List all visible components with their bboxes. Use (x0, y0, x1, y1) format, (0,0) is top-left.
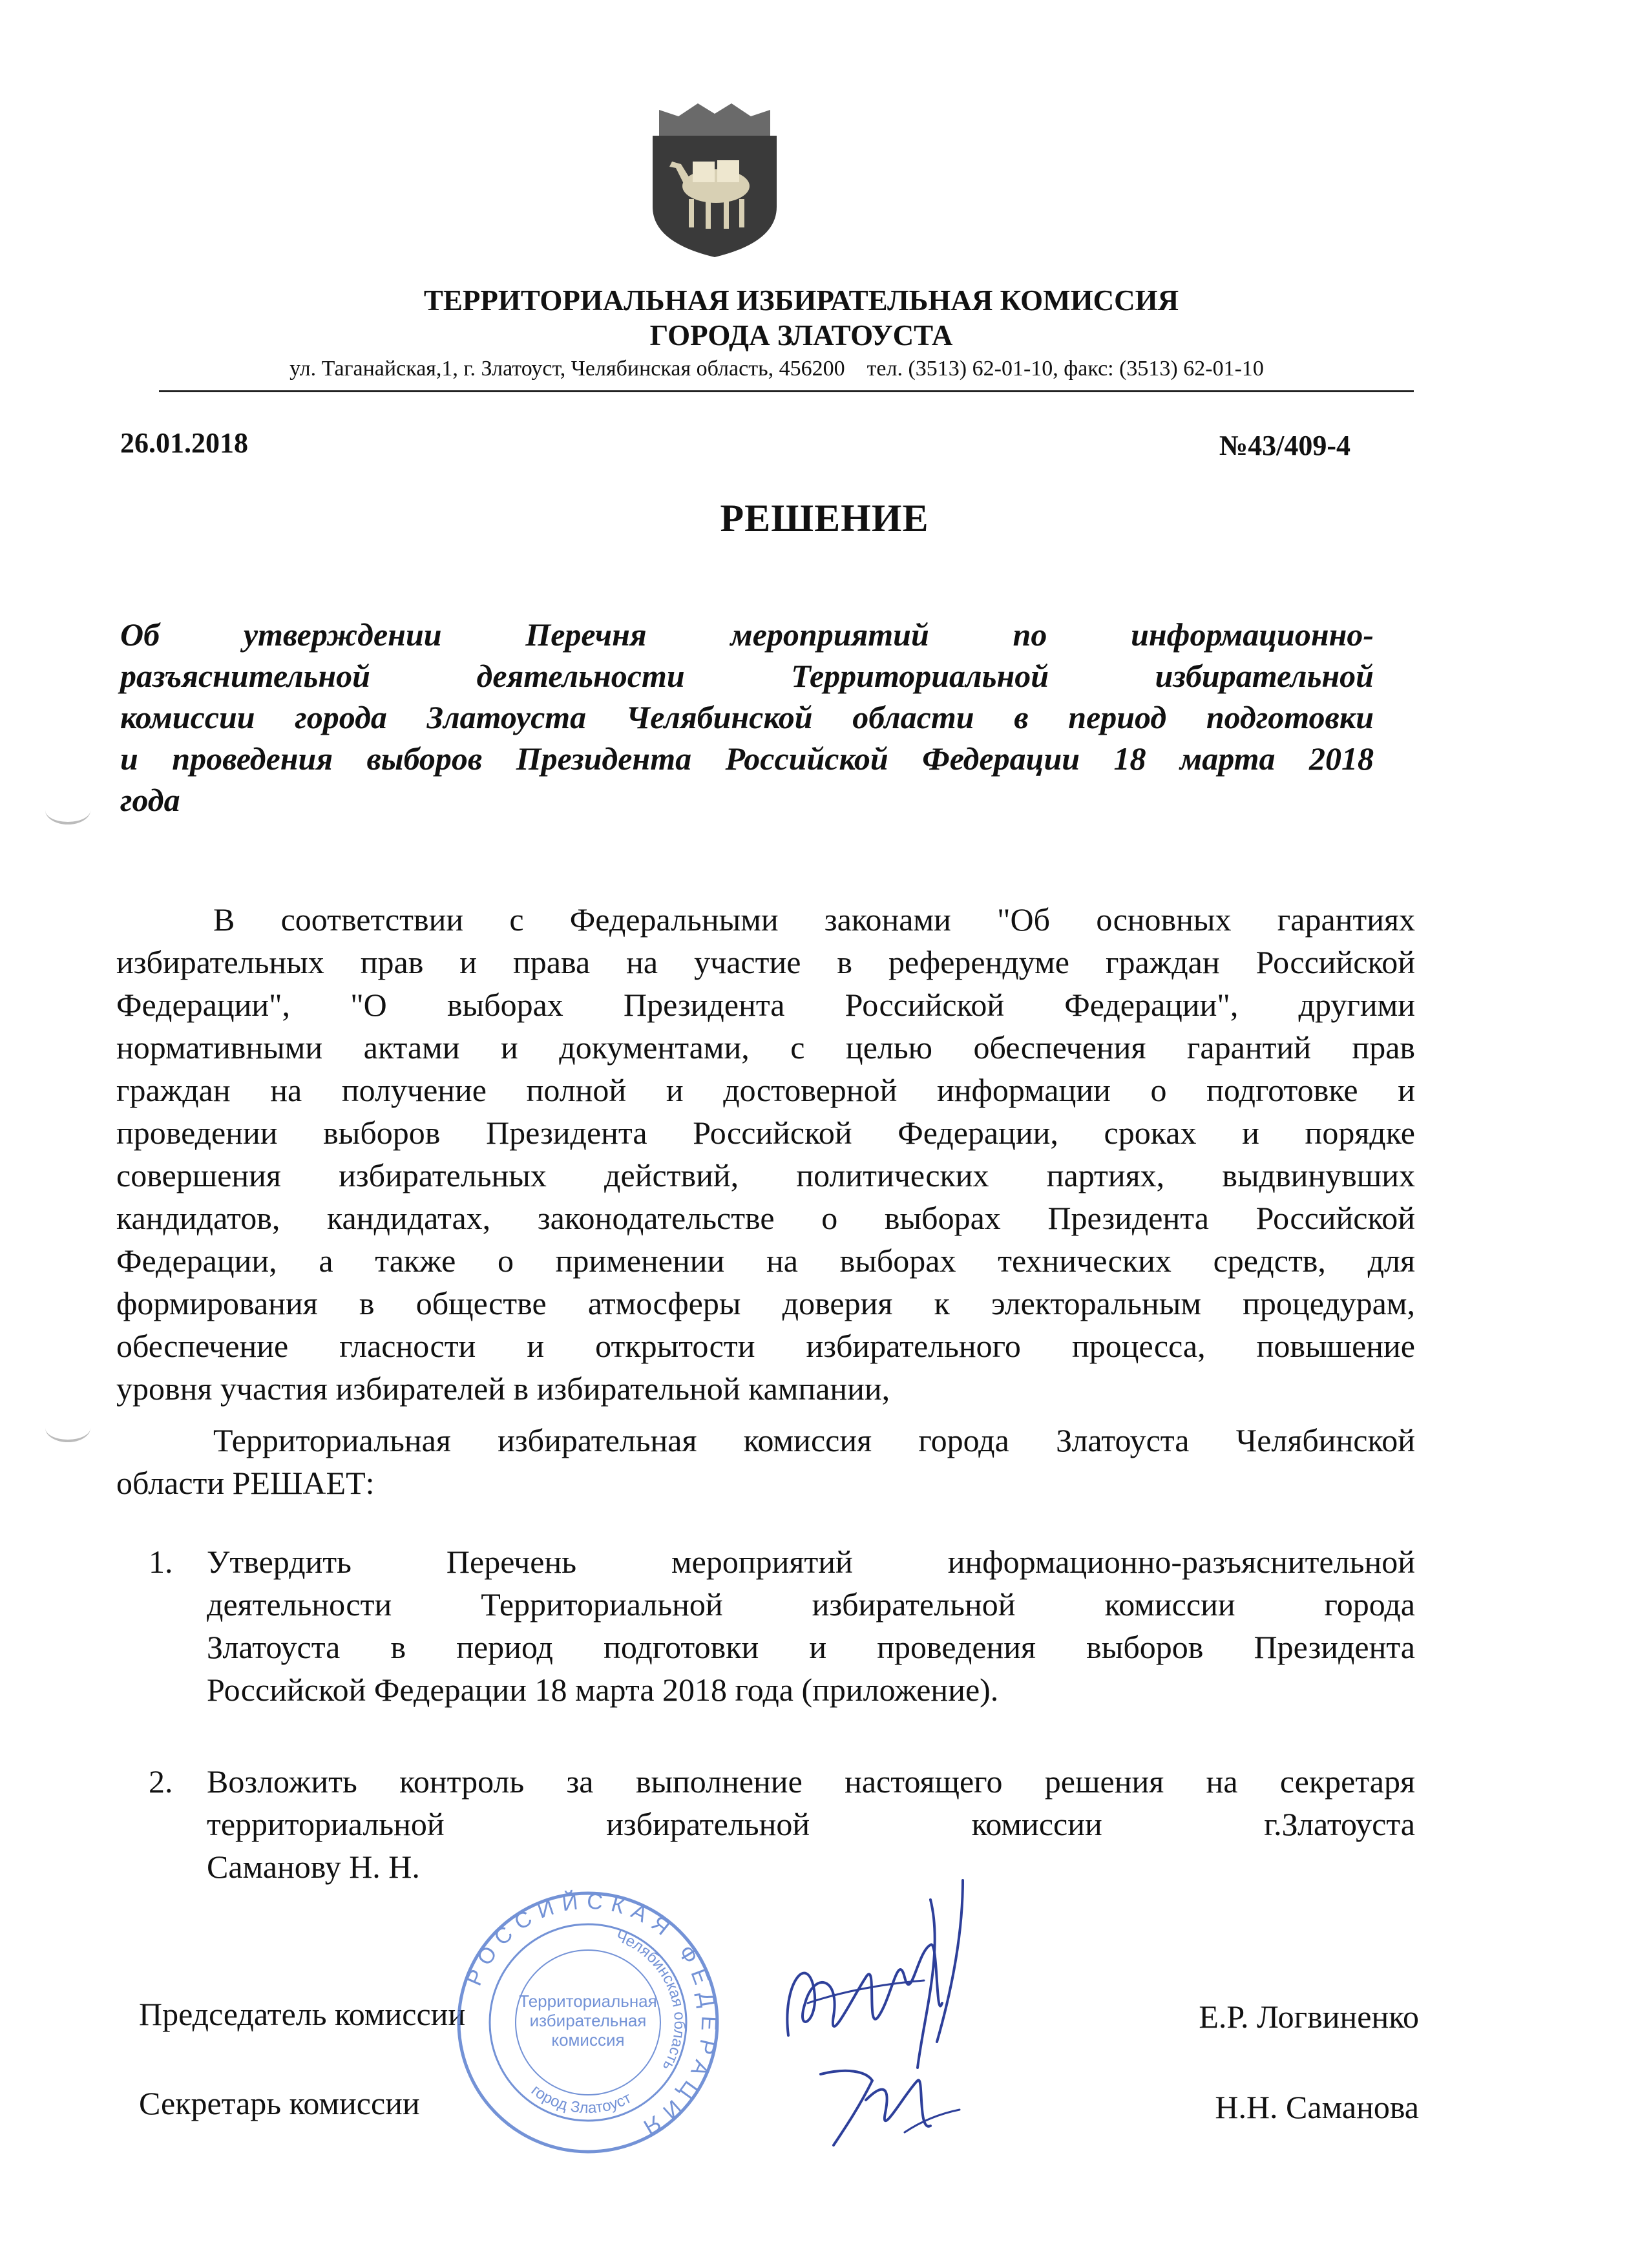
preamble-line: избирательных прав и права на участие в референдуме граждан Российской (116, 944, 1415, 980)
document-date: 26.01.2018 (120, 427, 248, 459)
decision-line: области РЕШАЕТ: (116, 1465, 375, 1501)
preamble-line: обеспечение гласности и открытости избирательного процесса, повышение (116, 1328, 1415, 1364)
list-item-line: Саманову Н. Н. (207, 1849, 420, 1885)
subject-line: разъяснительной деятельности Территориальной избирательной (120, 658, 1374, 694)
list-item-line: Утвердить Перечень мероприятий информационно-разъяснительной (207, 1544, 1415, 1580)
organization-name-line1: ТЕРРИТОРИАЛЬНАЯ ИЗБИРАТЕЛЬНАЯ КОМИССИЯ (423, 284, 1179, 317)
preamble-line: кандидатов, кандидатах, законодательстве о выборах Президента Российской (116, 1200, 1415, 1236)
stamp-outer-text: РОССИЙСКАЯ ФЕДЕРАЦИЯ (461, 1889, 722, 2144)
secretary-signature (808, 2055, 963, 2152)
header-divider (159, 390, 1414, 392)
preamble-paragraph (116, 898, 1415, 1410)
document-subject (120, 614, 1374, 821)
subject-line: комиссии города Златоуста Челябинской области в период подготовки (120, 699, 1374, 735)
preamble-line: Федерации, а также о применении на выборах технических средств, для (116, 1243, 1415, 1279)
decision-paragraph (116, 1419, 1415, 1504)
decision-line: Территориальная избирательная комиссия города Златоуста Челябинской (213, 1422, 1415, 1458)
preamble-line: формирования в обществе атмосферы доверия к электоральным процедурам, (116, 1285, 1415, 1321)
list-item-line: Российской Федерации 18 марта 2018 года (приложение). (207, 1672, 999, 1708)
punch-hole-mark (45, 796, 90, 824)
list-item-number: 1. (149, 1544, 173, 1580)
stamp-ring-text: Челябинская область (613, 1927, 689, 2074)
coat-of-arms-emblem (646, 97, 783, 258)
document-number: №43/409-4 (1219, 430, 1350, 461)
secretary-role: Секретарь комиссии (139, 2085, 420, 2121)
preamble-line: нормативными актами и документами, с целью обеспечения гарантий прав (116, 1029, 1415, 1066)
document-title: РЕШЕНИЕ (720, 497, 929, 540)
chairman-role: Председатель комиссии (139, 1996, 466, 2032)
list-item (149, 1760, 1415, 1888)
list-item-line: деятельности Территориальной избирательной комиссии города (207, 1586, 1415, 1622)
preamble-line: совершения избирательных действий, политических партиях, выдвинувших (116, 1157, 1415, 1193)
preamble-line: проведении выборов Президента Российской Федерации, сроках и порядке (116, 1115, 1415, 1151)
secretary-name: Н.Н. Саманова (1215, 2089, 1419, 2125)
preamble-line: Федерации", "О выборах Президента Российской Федерации", другими (116, 987, 1415, 1023)
stamp-center-text: комиссия (551, 2030, 625, 2050)
subject-line: и проведения выборов Президента Российской Федерации 18 марта 2018 (120, 740, 1374, 777)
organization-address: ул. Таганайская,1, г. Златоуст, Челябинская область, 456200 тел. (3513) 62-01-10, факс: (3513) 62-01-10 (289, 357, 1264, 381)
organization-name-line2: ГОРОДА ЗЛАТОУСТА (649, 319, 953, 352)
list-item-line: Возложить контроль за выполнение настоящего решения на секретаря (207, 1763, 1415, 1800)
preamble-line: граждан на получение полной и достоверной информации о подготовке и (116, 1072, 1415, 1108)
subject-line: Об утверждении Перечня мероприятий по информационно- (120, 616, 1374, 653)
list-item-line: Златоуста в период подготовки и проведения выборов Президента (207, 1629, 1415, 1665)
chairman-signature (769, 1874, 989, 2081)
list-item (149, 1540, 1415, 1711)
stamp-center-text: Территориальная (519, 1991, 657, 2011)
list-item-line: территориальной избирательной комиссии г.Златоуста (207, 1806, 1415, 1842)
preamble-line: уровня участия избирателей в избирательной кампании, (116, 1370, 890, 1407)
chairman-name: Е.Р. Логвиненко (1199, 1999, 1419, 2035)
official-stamp (452, 1887, 724, 2158)
punch-hole-mark (45, 1414, 90, 1442)
subject-line: года (120, 782, 180, 818)
svg-text:город Златоуст (528, 2081, 634, 2117)
list-item-number: 2. (149, 1763, 173, 1800)
stamp-center-text: избирательная (529, 2011, 647, 2030)
preamble-line: В соответствии с Федеральными законами "Об основных гарантиях (213, 901, 1415, 938)
stamp-bottom-text: город Златоуст (528, 2081, 635, 2117)
